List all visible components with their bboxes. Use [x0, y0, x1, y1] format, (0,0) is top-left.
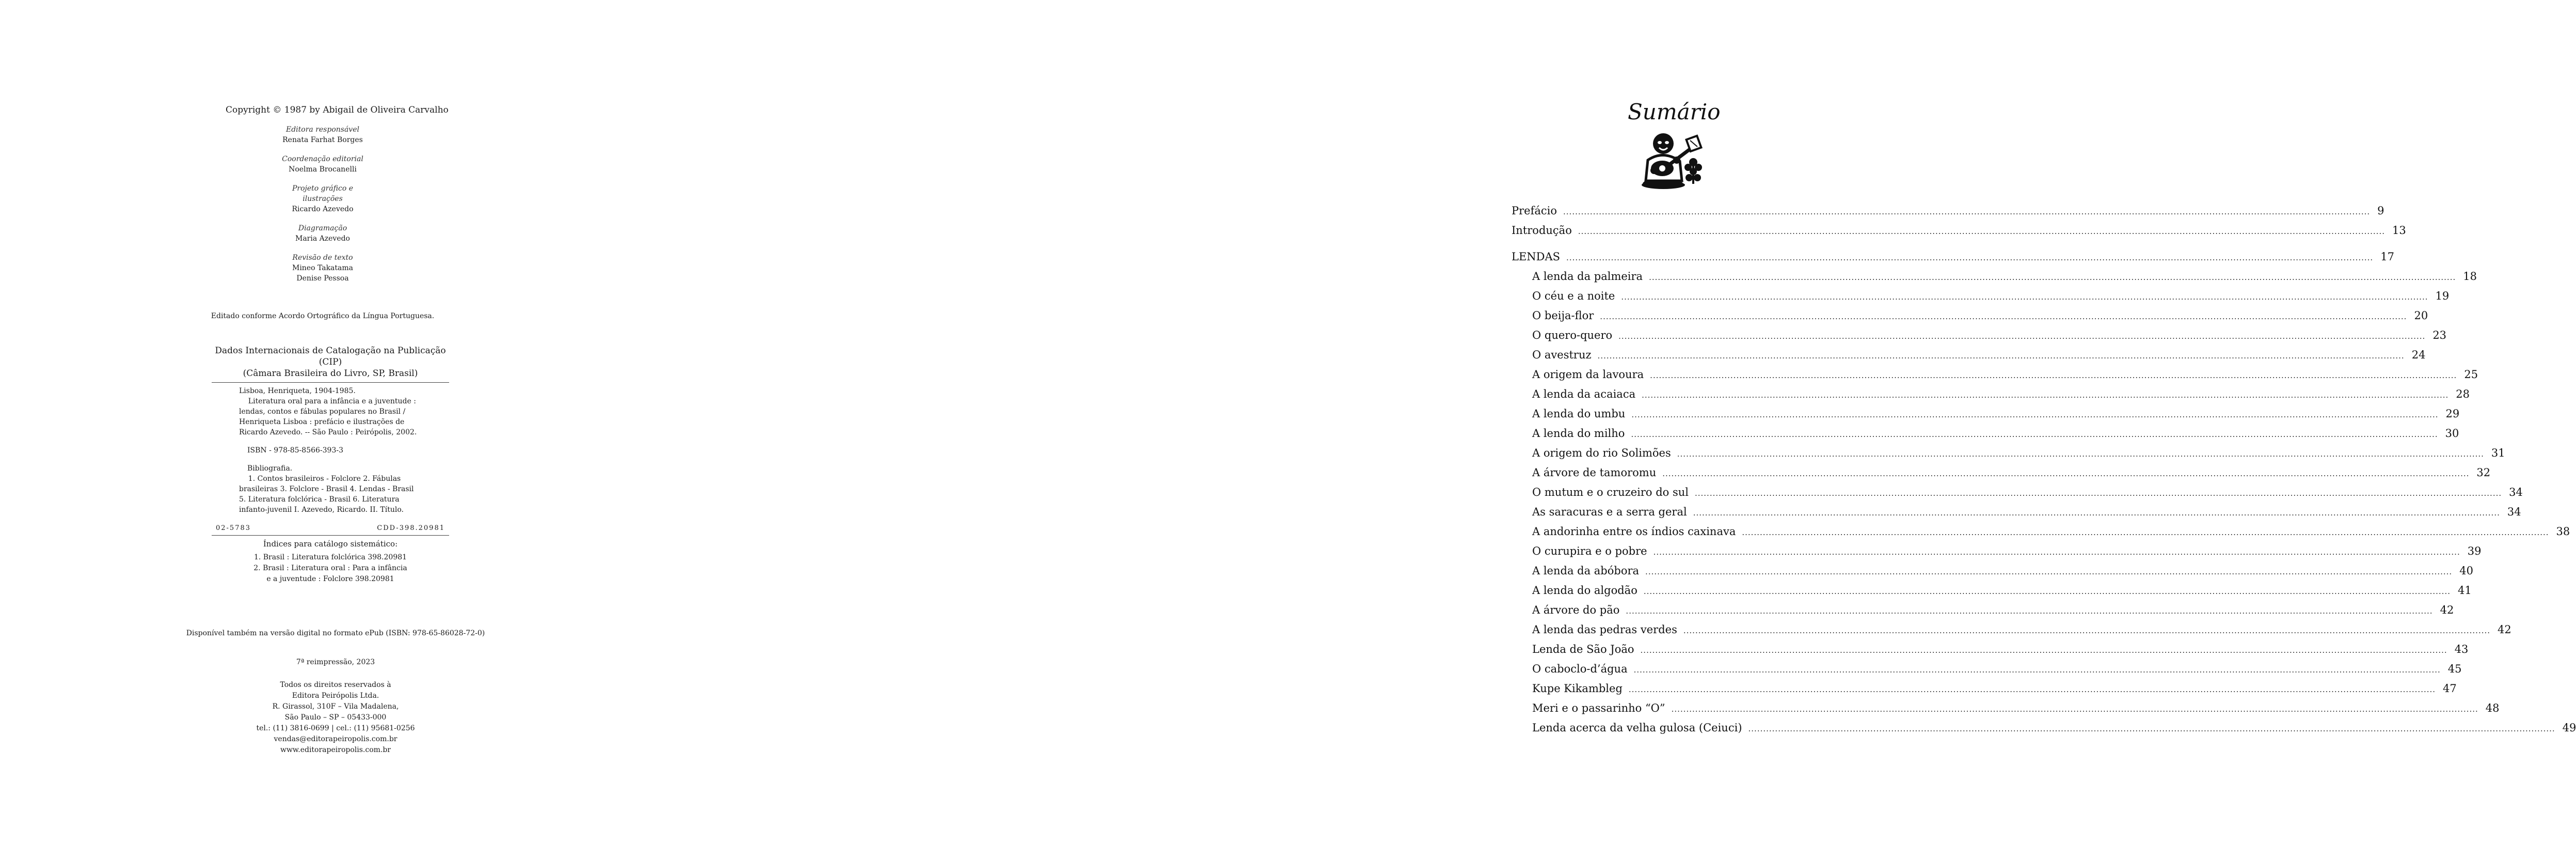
toc-leader [1626, 606, 2432, 616]
address-line: Editora Peirópolis Ltda. [292, 692, 379, 700]
toc-section-title: LENDAS [1512, 251, 1561, 263]
toc-entry-page: 39 [2467, 545, 2482, 557]
toc-leader [1662, 469, 2469, 478]
credit-name: Mineo Takatama [292, 264, 353, 272]
cip-index-line: 1. Brasil : Literatura folclórica 398.20981 [253, 553, 407, 561]
toc-leader [1641, 646, 2447, 655]
toc-leader [1563, 207, 2370, 216]
credit-role: Projeto gráfico e ilustrações [292, 184, 353, 203]
toc-leader [1645, 567, 2452, 576]
toc-entry-page: 23 [2432, 329, 2447, 341]
toc-leader [1621, 292, 2428, 302]
address-line: vendas@editorapeiropolis.com.br [274, 735, 397, 743]
toc-entry-title: Kupe Kikambleg [1532, 682, 1623, 695]
toc-leader [1644, 587, 2451, 596]
toc-entry-title: A lenda do umbu [1532, 408, 1626, 420]
toc-entry-title: A lenda das pedras verdes [1532, 623, 1677, 636]
credit-name: Denise Pessoa [296, 274, 349, 283]
toc-entry[interactable] [1512, 663, 2462, 682]
toc-entry-page: 29 [2445, 408, 2460, 420]
cip-index-line: 2. Brasil : Literatura oral : Para a infância [253, 564, 407, 572]
credit-proofreading [271, 253, 374, 284]
toc-entry-page: 28 [2456, 388, 2470, 400]
toc-entry-title: A lenda do milho [1532, 427, 1625, 440]
cip-bibliography-line: brasileiras 3. Folclore - Brasil 4. Lendas - Brasil [239, 485, 414, 493]
toc-leader [1578, 227, 2385, 236]
reprint-note: 7ª reimpressão, 2023 [296, 658, 375, 666]
toc-entry[interactable] [1512, 388, 2470, 408]
toc-leader [1650, 371, 2457, 380]
credit-role: Editora responsável [286, 126, 359, 134]
toc-leader [1600, 312, 2407, 321]
toc-entry[interactable] [1512, 643, 2469, 663]
toc-entry[interactable] [1512, 270, 2477, 290]
toc-entry-page: 49 [2562, 722, 2576, 734]
toc-entry-page: 42 [2498, 623, 2511, 636]
cip-bibliography-line: 5. Literatura folclórica - Brasil 6. Literatura [239, 495, 400, 504]
toc-entry-title: O curupira e o pobre [1532, 545, 1647, 557]
cip-record-line: Ricardo Azevedo. -- São Paulo : Peirópolis, 2002. [239, 428, 417, 436]
toc-leader [1631, 430, 2438, 439]
toc-entry-page: 43 [2454, 643, 2469, 655]
toc-entry-title: O céu e a noite [1532, 290, 1615, 302]
toc-entry-title: Meri e o passarinho “O” [1532, 702, 1665, 714]
credit-role: Coordenação editorial [282, 155, 363, 163]
toc-entry-title: A lenda da acaiaca [1532, 388, 1636, 400]
toc-entry-page: 38 [2556, 525, 2570, 538]
toc-entry-page: 20 [2414, 309, 2428, 322]
toc-entry-title: Prefácio [1512, 205, 1557, 217]
address-line: Todos os direitos reservados à [280, 681, 391, 689]
toc-entry-title: A lenda da palmeira [1532, 270, 1643, 283]
guitar-player-illustration [1632, 129, 1710, 191]
toc-leader [1598, 351, 2405, 361]
toc-entry-title: O avestruz [1532, 349, 1592, 361]
copyright-page [0, 0, 661, 861]
cip-block [212, 345, 449, 585]
cip-subtitle: (Câmara Brasileira do Livro, SP, Brasil) [243, 368, 418, 379]
cip-index-heading: Índices para catálogo sistemático: [263, 539, 398, 549]
credit-role: Revisão de texto [292, 254, 353, 262]
cip-bottom-rule [212, 535, 449, 536]
toc-entry[interactable] [1512, 205, 2384, 224]
cip-bibliography-line: 1. Contos brasileiros - Folclore 2. Fábulas [239, 475, 401, 483]
toc-entry-title: As saracuras e a serra geral [1532, 506, 1687, 518]
address-line: R. Girassol, 310F – Vila Madalena, [272, 702, 399, 711]
toc-entry[interactable] [1512, 525, 2570, 545]
toc-entry-page: 13 [2392, 224, 2406, 237]
credit-name: Renata Farhat Borges [282, 136, 363, 144]
cip-record-line: Literatura oral para a infância e a juventude : [239, 397, 416, 405]
toc-entry[interactable] [1512, 329, 2447, 349]
toc-leader [1634, 665, 2441, 675]
toc-entry-title: O beija-flor [1532, 309, 1594, 322]
toc-entry[interactable] [1512, 545, 2482, 565]
toc-entry-page: 41 [2458, 584, 2472, 597]
toc-entry-page: 19 [2435, 290, 2450, 302]
toc-entry[interactable] [1512, 309, 2428, 329]
toc-entry[interactable] [1512, 486, 2523, 506]
table-of-contents [1512, 205, 2576, 741]
epub-note: Disponível também na versão digital no formato ePub (ISBN: 978-65-86028-72-0) [186, 629, 485, 637]
toc-entry-page: 24 [2411, 349, 2426, 361]
toc-leader [1677, 449, 2484, 459]
toc-entry[interactable] [1512, 368, 2478, 388]
toc-entry[interactable] [1512, 349, 2426, 368]
toc-entry-page: 25 [2464, 368, 2478, 381]
credit-name: Maria Azevedo [295, 234, 350, 243]
toc-entry[interactable] [1512, 604, 2454, 623]
cip-catalog-row [212, 524, 449, 532]
toc-leader [1742, 528, 2549, 537]
toc-leader [1695, 489, 2502, 498]
toc-entry[interactable] [1512, 565, 2473, 584]
cip-record-line: Lisboa, Henriqueta, 1904-1985. [239, 387, 356, 395]
toc-entry-title: Introdução [1512, 224, 1572, 237]
toc-entry-page: 32 [2476, 466, 2491, 479]
toc-entry-title: A andorinha entre os índios caxinava [1532, 525, 1736, 538]
contents-title: Sumário [1628, 99, 1721, 124]
address-line: www.editorapeiropolis.com.br [280, 746, 391, 754]
toc-entry-page: 34 [2509, 486, 2523, 498]
orthography-note: Editado conforme Acordo Ortográfico da Língua Portuguesa. [211, 312, 435, 320]
toc-leader [1642, 390, 2448, 400]
toc-entry-page: 34 [2507, 506, 2521, 518]
toc-entry-title: O mutum e o cruzeiro do sul [1532, 486, 1689, 498]
toc-entry[interactable] [1512, 506, 2521, 525]
toc-entry[interactable] [1512, 224, 2406, 244]
toc-entry-title: A lenda da abóbora [1532, 565, 1640, 577]
toc-entry-page: 40 [2459, 565, 2473, 577]
credit-coordination [271, 154, 374, 175]
toc-section-entry[interactable] [1512, 251, 2394, 270]
toc-leader [1748, 724, 2555, 733]
toc-entry-title: Lenda de São João [1532, 643, 1634, 655]
cip-cdd: CDD-398.20981 [377, 524, 445, 532]
cip-title: Dados Internacionais de Catalogação na Publicação (CIP) [215, 346, 446, 367]
toc-entry-page: 9 [2377, 205, 2384, 217]
toc-entry[interactable] [1512, 466, 2491, 486]
toc-leader [1629, 685, 2436, 694]
toc-entry-title: Lenda acerca da velha gulosa (Ceiuci) [1532, 722, 1742, 734]
toc-entry-page: 48 [2485, 702, 2500, 714]
toc-entry[interactable] [1512, 702, 2500, 722]
cip-record-line: Henriqueta Lisboa : prefácio e ilustrações de [239, 418, 405, 426]
toc-leader [1618, 332, 2425, 341]
toc-entry-page: 18 [2463, 270, 2477, 283]
toc-entry[interactable] [1512, 722, 2576, 741]
toc-entry[interactable] [1512, 623, 2511, 643]
credit-editor [271, 124, 374, 145]
cip-index-line: e a juventude : Folclore 398.20981 [266, 575, 394, 583]
credit-layout [271, 223, 374, 244]
address-line: tel.: (11) 3816-0699 | cel.: (11) 95681-0256 [256, 724, 415, 732]
toc-entry-title: A árvore de tamoromu [1532, 466, 1657, 479]
toc-entry[interactable] [1512, 584, 2472, 604]
toc-leader [1631, 410, 2438, 419]
toc-entry-page: 45 [2447, 663, 2462, 675]
publisher-address [232, 680, 439, 756]
toc-entry-title: A origem do rio Solimões [1532, 447, 1671, 459]
cip-isbn: ISBN - 978-85-8566-393-3 [247, 446, 344, 455]
toc-entry-page: 17 [2380, 251, 2394, 263]
credits-block [271, 124, 374, 292]
toc-entry[interactable] [1512, 290, 2450, 309]
cip-record-line: lendas, contos e fábulas populares no Brasil / [239, 408, 406, 416]
toc-entry[interactable] [1512, 447, 2505, 466]
toc-entry-page: 30 [2445, 427, 2459, 440]
toc-entry-title: A árvore do pão [1532, 604, 1620, 616]
toc-entry-page: 47 [2443, 682, 2457, 695]
cip-record [212, 386, 449, 515]
toc-entry-title: A origem da lavoura [1532, 368, 1644, 381]
toc-leader [1649, 273, 2456, 282]
cip-top-rule [212, 382, 449, 383]
cip-index [212, 539, 449, 585]
toc-entry-title: O caboclo-d’água [1532, 663, 1628, 675]
toc-leader [1693, 508, 2500, 518]
credit-name: Noelma Brocanelli [289, 165, 357, 174]
toc-entry-title: O quero-quero [1532, 329, 1613, 341]
address-line: São Paulo – SP – 05433-000 [284, 713, 387, 722]
toc-leader [1566, 253, 2373, 262]
toc-leader [1653, 547, 2460, 557]
toc-entry-page: 42 [2440, 604, 2454, 616]
toc-entry-title: A lenda do algodão [1532, 584, 1637, 597]
toc-entry[interactable] [1512, 682, 2457, 702]
cip-bibliography-line: Bibliografia. [247, 464, 293, 473]
cip-catalog-number: 02-5783 [216, 524, 251, 532]
toc-entry[interactable] [1512, 408, 2460, 427]
credit-role: Diagramação [298, 224, 347, 232]
credit-name: Ricardo Azevedo [292, 205, 354, 213]
contents-page [661, 0, 2576, 861]
credit-design [271, 183, 374, 214]
toc-leader [1672, 705, 2478, 714]
toc-entry[interactable] [1512, 427, 2459, 447]
copyright-line: Copyright © 1987 by Abigail de Oliveira Carvalho [226, 105, 449, 115]
toc-entry-page: 31 [2491, 447, 2505, 459]
toc-leader [1683, 626, 2490, 635]
cip-bibliography-line: infanto-juvenil I. Azevedo, Ricardo. II. Título. [239, 506, 404, 514]
